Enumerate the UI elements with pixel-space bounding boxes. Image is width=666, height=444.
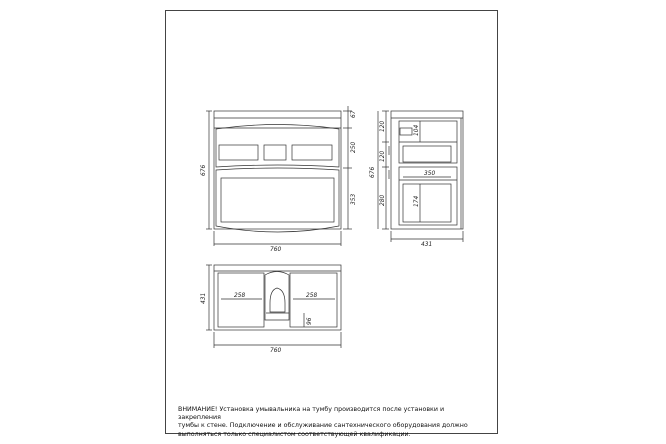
front-view: [206, 106, 352, 246]
warning-line-1: ВНИМАНИЕ! Установка умывальника на тумбу производится после установки и закрепления: [178, 406, 445, 422]
dim-side-inner-bottom: 174: [412, 195, 420, 207]
dim-side-inner-width: 350: [424, 169, 436, 177]
dim-side-bottom: 280: [378, 194, 386, 206]
dim-drawer-top: 250: [349, 141, 357, 153]
dim-top-left-cavity: 258: [234, 291, 246, 299]
dim-top-width: 760: [270, 346, 282, 354]
warning-line-2: тумбы к стене. Подключение и обслуживание сантехнического оборудования должно: [178, 422, 468, 430]
dim-top-panel: 67: [349, 110, 357, 118]
dim-top-small: 96: [305, 317, 313, 325]
dim-side-top: 120: [378, 120, 386, 132]
dim-drawer-bottom: 353: [349, 193, 357, 205]
dim-top-depth: 431: [199, 292, 207, 304]
top-view: [206, 265, 341, 348]
warning-line-3: выполняться только специалистом соответствующей квалификации.: [178, 430, 411, 438]
dim-top-right-cavity: 258: [306, 291, 318, 299]
dim-side-depth: 431: [421, 240, 433, 248]
side-view: [378, 111, 463, 242]
dim-side-height: 676: [368, 166, 376, 178]
dim-side-inner-top: 104: [412, 124, 420, 136]
dim-front-width: 760: [270, 245, 282, 253]
dim-front-height: 676: [199, 164, 207, 176]
dim-side-mid: 120: [378, 150, 386, 162]
warning-note: [178, 406, 488, 439]
